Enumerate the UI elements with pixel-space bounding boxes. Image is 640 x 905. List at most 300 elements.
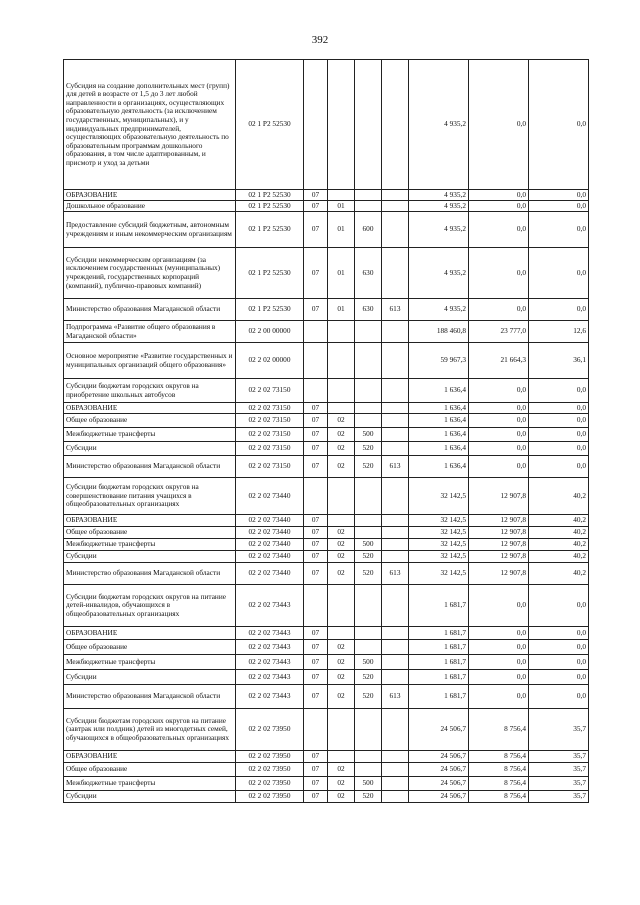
table-row (64, 414, 589, 428)
row-subsection: 02 (328, 442, 355, 456)
row-name: Подпрограмма «Развитие общего образования в Магаданской области» (64, 321, 236, 343)
row-section: 07 (304, 539, 328, 551)
row-executed-amount: 12 907,8 (469, 539, 529, 551)
row-administrator-code (382, 515, 409, 527)
row-executed-amount: 0,0 (469, 299, 529, 321)
row-planned-amount: 4 935,2 (409, 190, 469, 201)
row-planned-amount: 1 681,7 (409, 655, 469, 670)
row-execution-percent: 0,0 (529, 685, 589, 709)
row-administrator-code (382, 190, 409, 201)
row-execution-percent: 0,0 (529, 403, 589, 414)
row-administrator-code (382, 442, 409, 456)
row-target-code: 02 2 02 73443 (236, 655, 304, 670)
row-section (304, 478, 328, 515)
row-name: Основное мероприятие «Развитие государственных и муниципальных организаций общего образования» (64, 343, 236, 379)
row-target-code: 02 2 02 73440 (236, 478, 304, 515)
row-administrator-code (382, 478, 409, 515)
row-execution-percent: 0,0 (529, 442, 589, 456)
row-subsection: 02 (328, 563, 355, 585)
row-planned-amount: 4 935,2 (409, 299, 469, 321)
row-expense-type: 520 (355, 442, 382, 456)
row-execution-percent: 35,7 (529, 763, 589, 777)
row-executed-amount: 0,0 (469, 428, 529, 442)
row-section: 07 (304, 248, 328, 299)
table-row (64, 551, 589, 563)
row-subsection (328, 343, 355, 379)
row-executed-amount: 8 756,4 (469, 709, 529, 751)
row-planned-amount: 24 506,7 (409, 791, 469, 803)
row-executed-amount: 0,0 (469, 442, 529, 456)
row-target-code: 02 1 P2 52530 (236, 190, 304, 201)
row-expense-type: 630 (355, 248, 382, 299)
row-planned-amount: 1 681,7 (409, 685, 469, 709)
row-executed-amount: 8 756,4 (469, 751, 529, 763)
row-executed-amount: 0,0 (469, 379, 529, 403)
row-execution-percent: 35,7 (529, 791, 589, 803)
row-target-code: 02 2 02 73950 (236, 791, 304, 803)
row-planned-amount: 24 506,7 (409, 751, 469, 763)
row-target-code: 02 2 02 73443 (236, 685, 304, 709)
row-section: 07 (304, 456, 328, 478)
row-administrator-code (382, 201, 409, 212)
row-planned-amount: 24 506,7 (409, 777, 469, 791)
row-section: 07 (304, 201, 328, 212)
row-subsection: 02 (328, 456, 355, 478)
row-expense-type: 520 (355, 456, 382, 478)
row-expense-type (355, 585, 382, 627)
row-target-code: 02 2 02 73150 (236, 442, 304, 456)
row-expense-type: 520 (355, 563, 382, 585)
row-target-code: 02 2 02 73150 (236, 403, 304, 414)
row-target-code: 02 2 02 73443 (236, 640, 304, 655)
row-target-code: 02 2 02 73150 (236, 414, 304, 428)
row-administrator-code (382, 403, 409, 414)
row-target-code: 02 2 02 73440 (236, 515, 304, 527)
row-planned-amount: 1 681,7 (409, 640, 469, 655)
row-name: ОБРАЗОВАНИЕ (64, 627, 236, 640)
row-expense-type (355, 321, 382, 343)
row-expense-type (355, 763, 382, 777)
table-row (64, 212, 589, 248)
table-row (64, 403, 589, 414)
row-administrator-code: 613 (382, 299, 409, 321)
row-section: 07 (304, 527, 328, 539)
row-subsection: 02 (328, 527, 355, 539)
row-executed-amount: 23 777,0 (469, 321, 529, 343)
table-row (64, 343, 589, 379)
table-row (64, 539, 589, 551)
row-subsection: 01 (328, 212, 355, 248)
row-subsection: 02 (328, 551, 355, 563)
table-row (64, 670, 589, 685)
row-expense-type (355, 527, 382, 539)
row-name: Общее образование (64, 527, 236, 539)
row-section: 07 (304, 442, 328, 456)
row-subsection (328, 585, 355, 627)
row-administrator-code (382, 428, 409, 442)
row-expense-type (355, 403, 382, 414)
row-planned-amount: 4 935,2 (409, 212, 469, 248)
row-expense-type (355, 478, 382, 515)
table-row (64, 299, 589, 321)
row-executed-amount: 8 756,4 (469, 777, 529, 791)
row-target-code: 02 2 02 73440 (236, 539, 304, 551)
row-section: 07 (304, 670, 328, 685)
row-planned-amount: 4 935,2 (409, 201, 469, 212)
row-section: 07 (304, 563, 328, 585)
row-executed-amount: 0,0 (469, 685, 529, 709)
row-name: Министерство образования Магаданской области (64, 456, 236, 478)
row-target-code: 02 2 02 73443 (236, 627, 304, 640)
table-row (64, 442, 589, 456)
row-name: Межбюджетные трансферты (64, 539, 236, 551)
row-administrator-code (382, 627, 409, 640)
row-expense-type (355, 640, 382, 655)
row-section (304, 709, 328, 751)
table-row (64, 777, 589, 791)
row-administrator-code (382, 763, 409, 777)
row-expense-type (355, 343, 382, 379)
row-executed-amount: 0,0 (469, 414, 529, 428)
table-row (64, 763, 589, 777)
row-executed-amount: 21 664,3 (469, 343, 529, 379)
row-executed-amount: 0,0 (469, 456, 529, 478)
row-section (304, 321, 328, 343)
row-planned-amount: 1 636,4 (409, 442, 469, 456)
row-administrator-code: 613 (382, 456, 409, 478)
row-target-code: 02 2 02 73440 (236, 527, 304, 539)
row-executed-amount: 0,0 (469, 403, 529, 414)
row-execution-percent: 0,0 (529, 190, 589, 201)
row-planned-amount: 24 506,7 (409, 709, 469, 751)
row-executed-amount: 12 907,8 (469, 515, 529, 527)
row-subsection: 02 (328, 414, 355, 428)
row-name: ОБРАЗОВАНИЕ (64, 403, 236, 414)
table-row (64, 201, 589, 212)
row-administrator-code (382, 655, 409, 670)
row-planned-amount: 1 636,4 (409, 456, 469, 478)
row-expense-type: 520 (355, 551, 382, 563)
row-planned-amount: 1 681,7 (409, 627, 469, 640)
row-subsection (328, 190, 355, 201)
row-target-code: 02 2 02 73950 (236, 709, 304, 751)
table-row (64, 190, 589, 201)
row-executed-amount: 0,0 (469, 60, 529, 190)
row-expense-type: 600 (355, 212, 382, 248)
row-administrator-code (382, 321, 409, 343)
row-executed-amount: 8 756,4 (469, 791, 529, 803)
row-target-code: 02 2 02 73150 (236, 379, 304, 403)
row-execution-percent: 0,0 (529, 379, 589, 403)
row-planned-amount: 32 142,5 (409, 515, 469, 527)
row-executed-amount: 0,0 (469, 627, 529, 640)
row-expense-type: 520 (355, 791, 382, 803)
row-name: ОБРАЗОВАНИЕ (64, 751, 236, 763)
row-section: 07 (304, 751, 328, 763)
row-section: 07 (304, 299, 328, 321)
row-expense-type (355, 414, 382, 428)
row-expense-type (355, 515, 382, 527)
row-target-code: 02 2 02 73443 (236, 670, 304, 685)
table-row (64, 60, 589, 190)
row-execution-percent: 0,0 (529, 414, 589, 428)
row-target-code: 02 2 02 00000 (236, 343, 304, 379)
row-administrator-code (382, 60, 409, 190)
row-name: Общее образование (64, 640, 236, 655)
table-row (64, 527, 589, 539)
row-target-code: 02 2 02 73440 (236, 563, 304, 585)
row-administrator-code (382, 751, 409, 763)
row-execution-percent: 0,0 (529, 201, 589, 212)
row-expense-type: 500 (355, 777, 382, 791)
row-execution-percent: 35,7 (529, 777, 589, 791)
row-section: 07 (304, 640, 328, 655)
row-subsection (328, 379, 355, 403)
row-section (304, 379, 328, 403)
row-subsection: 01 (328, 248, 355, 299)
row-expense-type (355, 627, 382, 640)
table-row (64, 627, 589, 640)
row-planned-amount: 32 142,5 (409, 539, 469, 551)
row-executed-amount: 0,0 (469, 201, 529, 212)
row-name: Межбюджетные трансферты (64, 655, 236, 670)
row-execution-percent: 40,2 (529, 539, 589, 551)
row-expense-type: 630 (355, 299, 382, 321)
row-expense-type (355, 709, 382, 751)
row-target-code: 02 1 P2 52530 (236, 201, 304, 212)
row-subsection (328, 515, 355, 527)
row-administrator-code: 613 (382, 685, 409, 709)
row-name: ОБРАЗОВАНИЕ (64, 190, 236, 201)
row-subsection (328, 403, 355, 414)
row-administrator-code (382, 709, 409, 751)
row-administrator-code (382, 777, 409, 791)
row-name: Межбюджетные трансферты (64, 777, 236, 791)
row-administrator-code (382, 414, 409, 428)
row-subsection: 02 (328, 791, 355, 803)
row-name: Субсидии бюджетам городских округов на совершенствование питания учащихся в общеобразовательных организациях (64, 478, 236, 515)
table-row (64, 248, 589, 299)
table-row (64, 791, 589, 803)
row-section: 07 (304, 655, 328, 670)
row-planned-amount: 59 967,3 (409, 343, 469, 379)
row-target-code: 02 2 02 73950 (236, 751, 304, 763)
row-expense-type (355, 751, 382, 763)
row-execution-percent: 35,7 (529, 709, 589, 751)
row-section (304, 585, 328, 627)
row-executed-amount: 0,0 (469, 655, 529, 670)
row-planned-amount: 32 142,5 (409, 563, 469, 585)
row-planned-amount: 1 636,4 (409, 428, 469, 442)
row-section: 07 (304, 515, 328, 527)
row-target-code: 02 1 P2 52530 (236, 299, 304, 321)
table-row (64, 709, 589, 751)
row-execution-percent: 40,2 (529, 515, 589, 527)
row-executed-amount: 12 907,8 (469, 563, 529, 585)
table-row (64, 640, 589, 655)
table-row (64, 478, 589, 515)
row-name: Министерство образования Магаданской области (64, 685, 236, 709)
row-executed-amount: 12 907,8 (469, 478, 529, 515)
table-row (64, 585, 589, 627)
table-row (64, 456, 589, 478)
row-expense-type: 520 (355, 670, 382, 685)
row-administrator-code (382, 379, 409, 403)
row-expense-type (355, 60, 382, 190)
row-section (304, 60, 328, 190)
row-execution-percent: 35,7 (529, 751, 589, 763)
row-name: Субсидия на создание дополнительных мест (групп) для детей в возрасте от 1,5 до 3 лет любой направленности в организациях, осуществляющих образовательную деятельность (за исключением государственных, муниципальных), и у индивидуальных предпринимателей, осуществляющих образовательную деятельность по образовательным программам дошкольного образования, в том числе адаптированным, и присмотр и уход за детьми (64, 60, 236, 190)
row-name: Министерство образования Магаданской области (64, 563, 236, 585)
row-executed-amount: 12 907,8 (469, 551, 529, 563)
row-subsection: 02 (328, 640, 355, 655)
row-section: 07 (304, 551, 328, 563)
row-execution-percent: 0,0 (529, 456, 589, 478)
row-planned-amount: 32 142,5 (409, 478, 469, 515)
row-executed-amount: 0,0 (469, 670, 529, 685)
row-execution-percent: 0,0 (529, 212, 589, 248)
row-planned-amount: 1 681,7 (409, 585, 469, 627)
row-planned-amount: 1 681,7 (409, 670, 469, 685)
row-subsection: 01 (328, 201, 355, 212)
row-subsection: 02 (328, 539, 355, 551)
row-execution-percent: 0,0 (529, 655, 589, 670)
row-subsection: 02 (328, 777, 355, 791)
row-name: Субсидии бюджетам городских округов на питание детей-инвалидов, обучающихся в общеобразовательных организациях (64, 585, 236, 627)
row-executed-amount: 8 756,4 (469, 763, 529, 777)
row-name: Министерство образования Магаданской области (64, 299, 236, 321)
row-expense-type: 500 (355, 655, 382, 670)
budget-table-body (64, 60, 589, 803)
table-row (64, 321, 589, 343)
row-target-code: 02 2 02 73950 (236, 777, 304, 791)
row-target-code: 02 2 02 73440 (236, 551, 304, 563)
table-row (64, 379, 589, 403)
row-administrator-code (382, 539, 409, 551)
row-section: 07 (304, 403, 328, 414)
row-executed-amount: 0,0 (469, 248, 529, 299)
row-planned-amount: 24 506,7 (409, 763, 469, 777)
row-execution-percent: 0,0 (529, 627, 589, 640)
row-administrator-code: 613 (382, 563, 409, 585)
row-subsection: 02 (328, 655, 355, 670)
row-name: Субсидии (64, 442, 236, 456)
row-expense-type (355, 190, 382, 201)
row-name: Субсидии (64, 551, 236, 563)
row-name: Субсидии некоммерческим организациям (за исключением государственных (муниципальных) учреждений, государственных корпораций (компаний), публично-правовых компаний) (64, 248, 236, 299)
row-execution-percent: 0,0 (529, 640, 589, 655)
row-planned-amount: 188 460,8 (409, 321, 469, 343)
row-target-code: 02 1 P2 52530 (236, 248, 304, 299)
row-execution-percent: 0,0 (529, 248, 589, 299)
row-subsection: 02 (328, 763, 355, 777)
row-subsection (328, 709, 355, 751)
row-subsection: 02 (328, 670, 355, 685)
row-section: 07 (304, 685, 328, 709)
row-name: Общее образование (64, 763, 236, 777)
row-administrator-code (382, 551, 409, 563)
row-subsection: 02 (328, 685, 355, 709)
row-execution-percent: 0,0 (529, 670, 589, 685)
row-subsection (328, 60, 355, 190)
row-target-code: 02 2 02 73150 (236, 428, 304, 442)
row-subsection: 02 (328, 428, 355, 442)
row-name: Субсидии бюджетам городских округов на приобретение школьных автобусов (64, 379, 236, 403)
row-target-code: 02 2 02 73950 (236, 763, 304, 777)
table-row (64, 751, 589, 763)
row-administrator-code (382, 248, 409, 299)
row-section: 07 (304, 190, 328, 201)
row-execution-percent: 40,2 (529, 551, 589, 563)
page-number: 392 (311, 34, 329, 46)
row-name: Предоставление субсидий бюджетным, автономным учреждениям и иным некоммерческим организациям (64, 212, 236, 248)
table-row (64, 685, 589, 709)
row-administrator-code (382, 791, 409, 803)
row-planned-amount: 32 142,5 (409, 551, 469, 563)
row-expense-type (355, 379, 382, 403)
row-planned-amount: 4 935,2 (409, 248, 469, 299)
row-execution-percent: 0,0 (529, 60, 589, 190)
row-section: 07 (304, 777, 328, 791)
row-name: ОБРАЗОВАНИЕ (64, 515, 236, 527)
row-administrator-code (382, 670, 409, 685)
row-execution-percent: 36,1 (529, 343, 589, 379)
row-administrator-code (382, 343, 409, 379)
table-row (64, 563, 589, 585)
row-administrator-code (382, 212, 409, 248)
row-planned-amount: 1 636,4 (409, 379, 469, 403)
row-section: 07 (304, 763, 328, 777)
row-subsection: 01 (328, 299, 355, 321)
row-execution-percent: 12,6 (529, 321, 589, 343)
row-execution-percent: 0,0 (529, 428, 589, 442)
row-execution-percent: 0,0 (529, 299, 589, 321)
row-section: 07 (304, 212, 328, 248)
row-subsection (328, 478, 355, 515)
row-planned-amount: 4 935,2 (409, 60, 469, 190)
table-row (64, 655, 589, 670)
row-target-code: 02 2 00 00000 (236, 321, 304, 343)
row-execution-percent: 40,2 (529, 527, 589, 539)
row-executed-amount: 0,0 (469, 640, 529, 655)
row-name: Дошкольное образование (64, 201, 236, 212)
row-executed-amount: 0,0 (469, 585, 529, 627)
row-name: Субсидии (64, 670, 236, 685)
row-section: 07 (304, 428, 328, 442)
row-administrator-code (382, 585, 409, 627)
row-executed-amount: 0,0 (469, 190, 529, 201)
row-planned-amount: 32 142,5 (409, 527, 469, 539)
row-target-code: 02 1 P2 52530 (236, 212, 304, 248)
row-target-code: 02 2 02 73443 (236, 585, 304, 627)
row-execution-percent: 40,2 (529, 478, 589, 515)
row-target-code: 02 2 02 73150 (236, 456, 304, 478)
row-administrator-code (382, 640, 409, 655)
row-planned-amount: 1 636,4 (409, 403, 469, 414)
row-expense-type: 500 (355, 539, 382, 551)
row-section: 07 (304, 791, 328, 803)
row-execution-percent: 40,2 (529, 563, 589, 585)
row-execution-percent: 0,0 (529, 585, 589, 627)
row-planned-amount: 1 636,4 (409, 414, 469, 428)
row-section (304, 343, 328, 379)
row-section: 07 (304, 414, 328, 428)
row-administrator-code (382, 527, 409, 539)
row-expense-type (355, 201, 382, 212)
row-target-code: 02 1 P2 52530 (236, 60, 304, 190)
row-name: Субсидии (64, 791, 236, 803)
row-subsection (328, 321, 355, 343)
